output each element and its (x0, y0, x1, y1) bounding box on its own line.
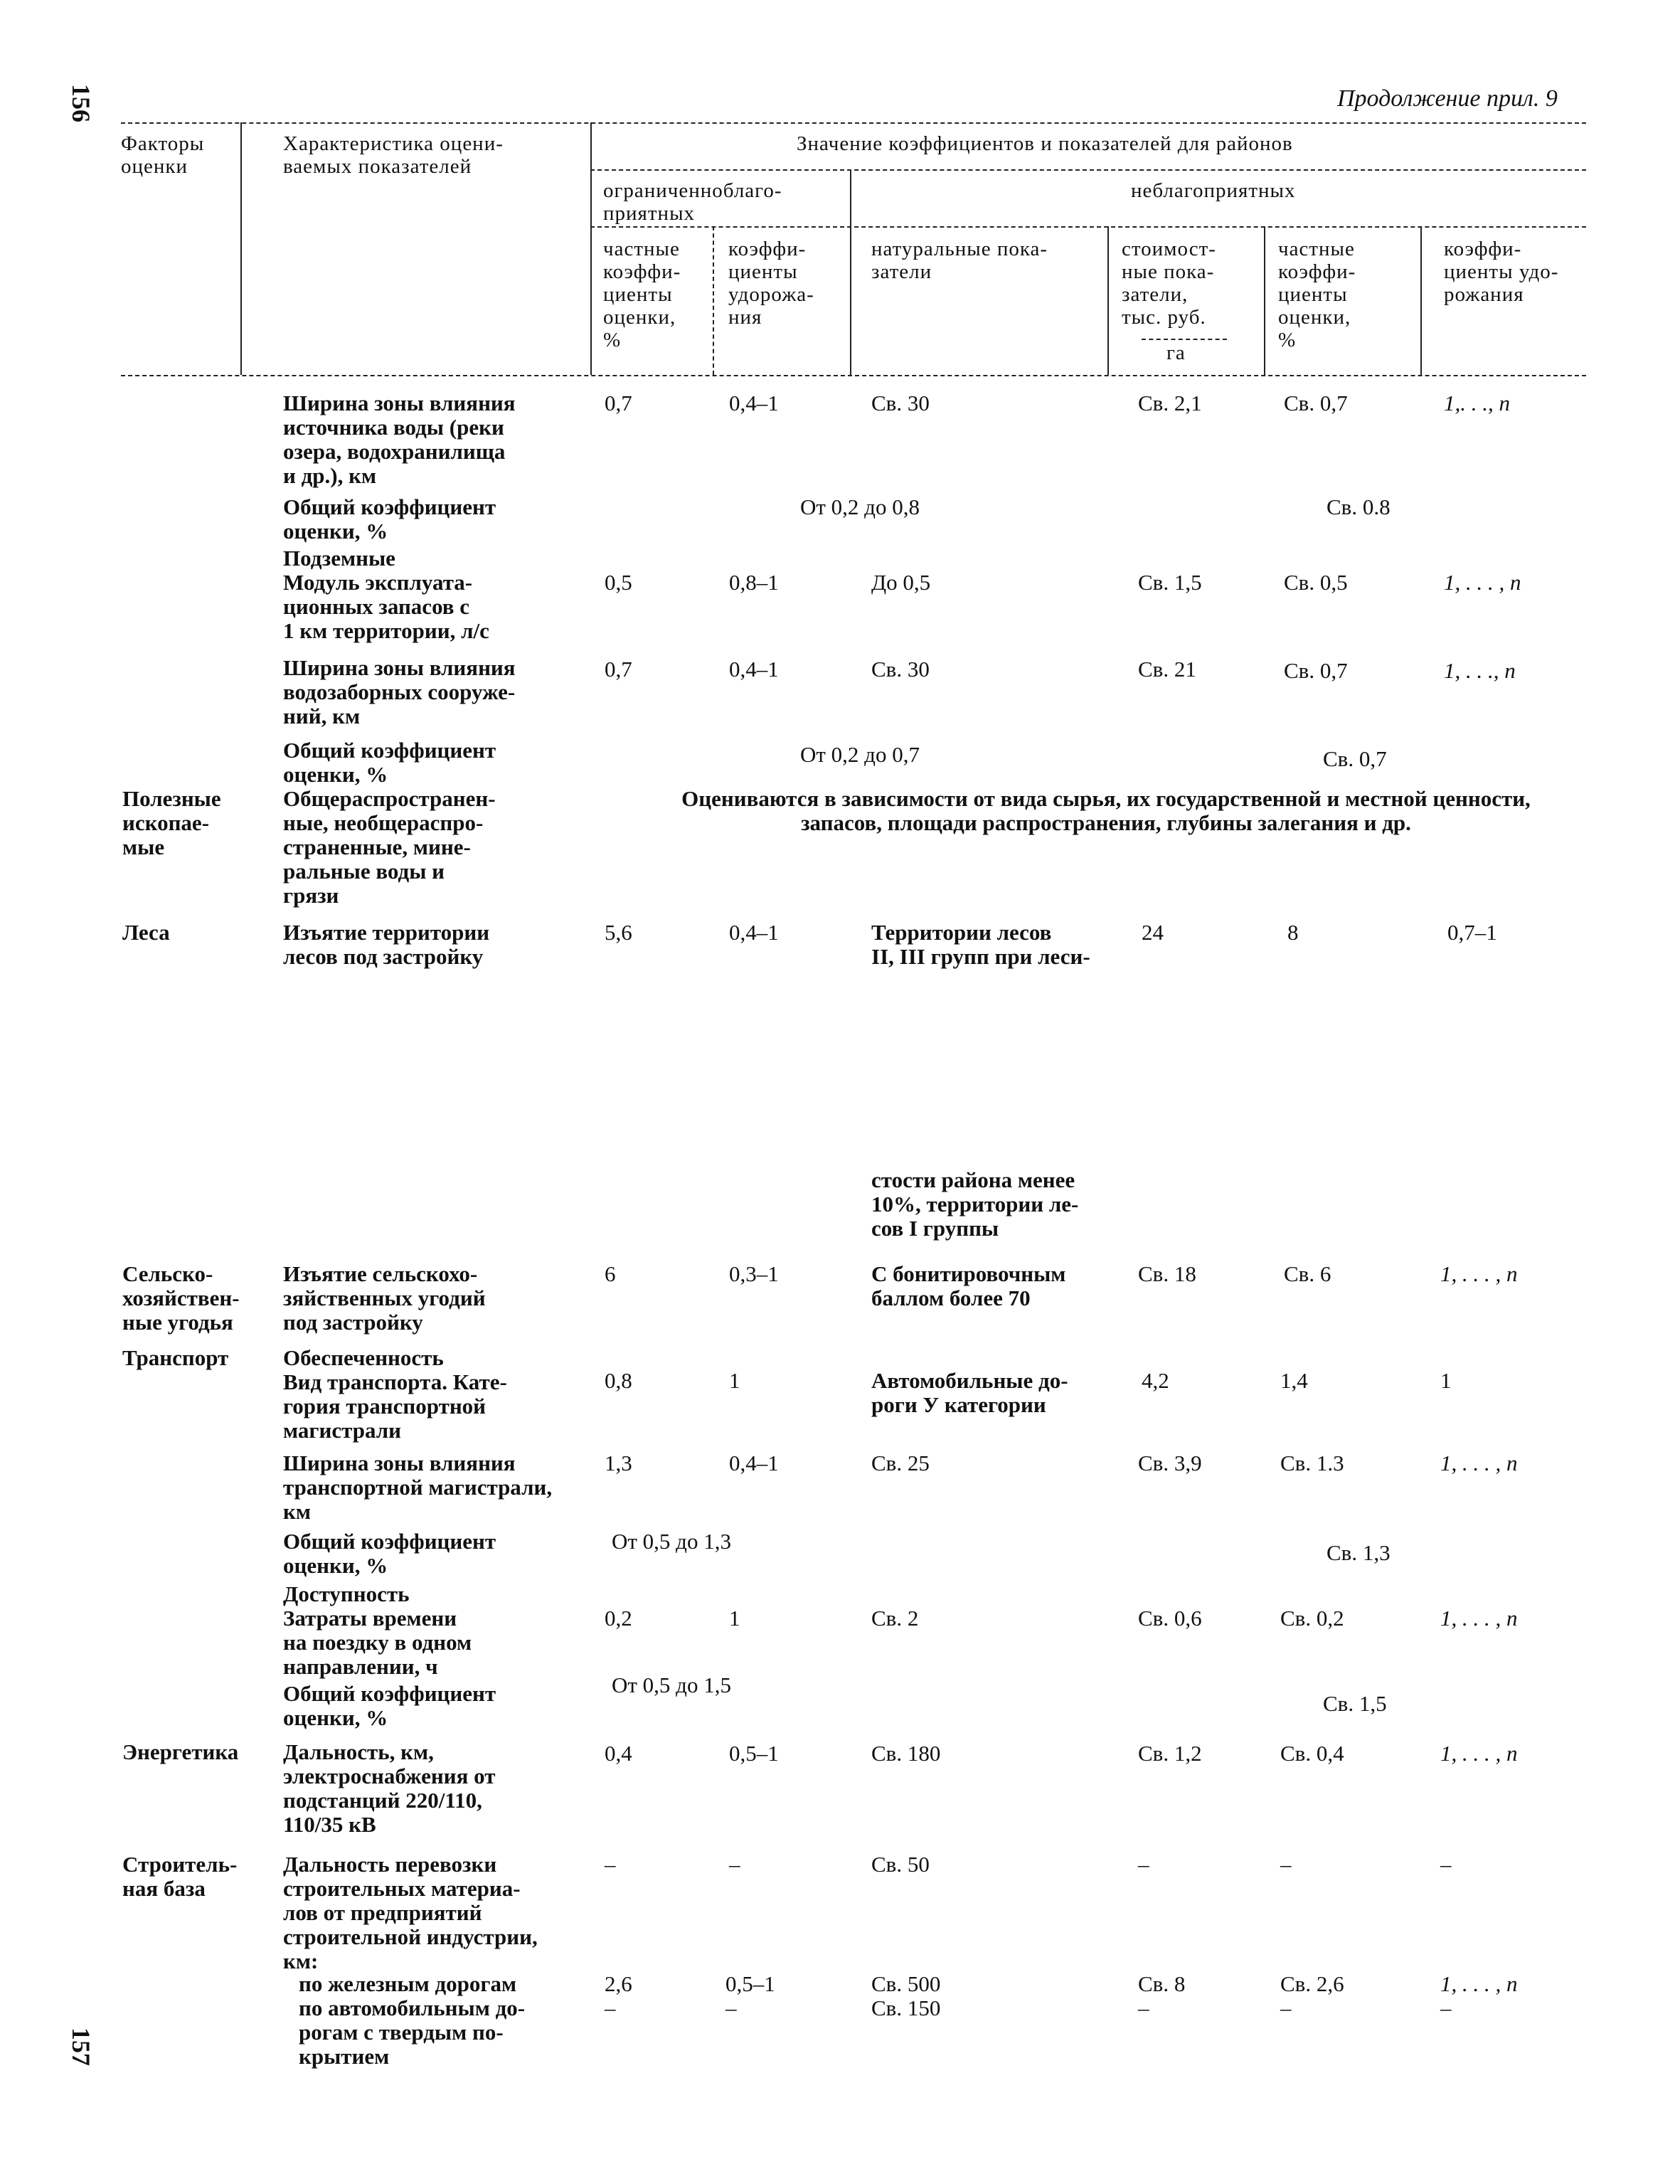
header-vline-1 (240, 122, 242, 375)
row-14-c3: Св. 180 (871, 1741, 941, 1766)
row-16-c5: Св. 2,6 – (1280, 1971, 1344, 2020)
continuation-label: Продолжение прил. 9 (1337, 85, 1558, 112)
row-13-span-b: Св. 1,5 (1323, 1691, 1387, 1716)
row-9-c6: 1 (1440, 1368, 1452, 1393)
row-1-span-b: Св. 0.8 (1327, 494, 1391, 519)
row-5-char: Общераспространен- ные, необщераспро- страненные, мине- ральные воды и грязи (283, 786, 496, 908)
row-15-c4: – (1138, 1852, 1149, 1877)
row-0-c3: Св. 30 (871, 391, 930, 415)
header-cost-coef-2: коэффи- циенты удо- рожания (1444, 238, 1559, 306)
row-12-c3: Св. 2 (871, 1606, 919, 1631)
row-6-c4: 24 (1142, 920, 1164, 945)
row-15-c5: – (1280, 1852, 1292, 1877)
header-bottom-line (121, 375, 1586, 376)
row-10-c6: 1, . . . , n (1440, 1451, 1518, 1475)
row-8-c5: Св. 6 (1284, 1261, 1331, 1286)
header-partial-coef-1: частные коэффи- циенты оценки, % (603, 238, 681, 351)
row-8-c3: С бонитировочным баллом более 70 (871, 1261, 1066, 1310)
row-11-char: Общий коэффициент оценки, % (283, 1529, 496, 1578)
row-14-c6: 1, . . . , n (1440, 1741, 1518, 1766)
header-group-limited: ограниченноблаго- приятных (603, 179, 782, 225)
row-9-c3: Автомобильные до- роги У категории (871, 1368, 1068, 1417)
row-6-c1: 5,6 (605, 920, 632, 945)
row-15-factor: Строитель- ная база (122, 1852, 238, 1901)
header-line-2 (590, 169, 1586, 171)
header-top-line (121, 122, 1586, 124)
row-15-c2: – (729, 1852, 740, 1877)
row-8-c1: 6 (605, 1261, 616, 1286)
row-2-c5: Св. 0,5 (1284, 570, 1348, 595)
row-2-c3: До 0,5 (871, 570, 931, 595)
row-10-c4: Св. 3,9 (1138, 1451, 1202, 1475)
row-16-c2: 0,5–1 – (725, 1971, 775, 2020)
row-10-c3: Св. 25 (871, 1451, 930, 1475)
row-4-span-b: Св. 0,7 (1323, 746, 1387, 771)
row-5-note: Оцениваются в зависимости от вида сырья, их государственной и местной ценности, запасов, площади распространения, глубины залегания и др. (681, 786, 1531, 835)
row-15-c6: – (1440, 1852, 1452, 1877)
row-16-c6: 1, . . . , n – (1440, 1971, 1518, 2020)
row-8-char: Изъятие сельскохо- зяйственных угодий под застройку (283, 1261, 486, 1335)
header-vline-2 (590, 122, 592, 375)
row-3-char: Ширина зоны влияния водозаборных сооруже- ний, км (283, 655, 516, 728)
row-16-c4: Св. 8 – (1138, 1971, 1186, 2020)
row-9-c1: 0,8 (605, 1368, 632, 1393)
row-6-c5: 8 (1287, 920, 1299, 945)
row-12-c2: 1 (729, 1606, 740, 1631)
row-0-c2: 0,4–1 (729, 391, 779, 415)
header-vline-6 (1264, 226, 1265, 375)
page-number-top: 156 (67, 84, 95, 122)
row-4-span-a: От 0,2 до 0,7 (800, 742, 920, 767)
row-14-char: Дальность, км, электроснабжения от подстанций 220/110, 110/35 кВ (283, 1739, 496, 1837)
header-partial-coef-2: частные коэффи- циенты оценки, % (1278, 238, 1356, 351)
row-9-char: Обеспеченность Вид транспорта. Кате- гория транспортной магистрали (283, 1345, 507, 1443)
row-11-span-b: Св. 1,3 (1327, 1540, 1391, 1565)
row-2-c4: Св. 1,5 (1138, 570, 1202, 595)
header-vline-7 (1420, 226, 1422, 375)
row-6-char: Изъятие территории лесов под застройку (283, 920, 490, 969)
row-6-c2: 0,4–1 (729, 920, 779, 945)
row-0-c5: Св. 0,7 (1284, 391, 1348, 415)
header-vline-4 (713, 226, 714, 375)
header-cost-indicators: стоимост- ные пока- затели, тыс. руб. (1122, 238, 1216, 329)
row-3-c4: Св. 21 (1138, 657, 1196, 682)
row-12-c1: 0,2 (605, 1606, 632, 1631)
row-14-c4: Св. 1,2 (1138, 1741, 1202, 1766)
row-4-char: Общий коэффициент оценки, % (283, 738, 496, 787)
row-13-char: Общий коэффициент оценки, % (283, 1681, 496, 1730)
row-6-c6: 0,7–1 (1447, 920, 1497, 945)
row-1-span-a: От 0,2 до 0,8 (800, 494, 920, 519)
row-10-c5: Св. 1.3 (1280, 1451, 1344, 1475)
row-12-c5: Св. 0,2 (1280, 1606, 1344, 1631)
row-3-c5: Св. 0,7 (1284, 658, 1348, 683)
row-0-c6: 1,. . ., n (1444, 391, 1510, 415)
row-14-factor: Энергетика (122, 1739, 239, 1764)
row-9-c4: 4,2 (1142, 1368, 1169, 1393)
row-15-char: Дальность перевозки строительных материа- лов от предприятий строительной индустрии, км: (283, 1852, 538, 1973)
row-2-c2: 0,8–1 (729, 570, 779, 595)
row-2-char: Подземные Модуль эксплуата- ционных запасов с 1 км территории, л/с (283, 546, 489, 643)
header-group-unfavorable: неблагоприятных (1131, 179, 1296, 202)
row-8-c6: 1, . . . , n (1440, 1261, 1518, 1286)
header-line-3 (590, 226, 1586, 228)
row-14-c1: 0,4 (605, 1741, 632, 1766)
row-7-c3: стости района менее 10%, территории ле- сов I группы (871, 1167, 1079, 1241)
row-9-c2: 1 (729, 1368, 740, 1393)
row-0-c1: 0,7 (605, 391, 632, 415)
row-3-c3: Св. 30 (871, 657, 930, 682)
row-12-c6: 1, . . . , n (1440, 1606, 1518, 1631)
row-5-factor: Полезные ископае- мые (122, 786, 221, 859)
row-3-c6: 1, . . ., n (1444, 658, 1516, 683)
row-9-c5: 1,4 (1280, 1368, 1308, 1393)
row-12-char: Доступность Затраты времени на поездку в одном направлении, ч (283, 1581, 472, 1679)
row-3-c1: 0,7 (605, 657, 632, 682)
row-3-c2: 0,4–1 (729, 657, 779, 682)
row-6-factor: Леса (122, 920, 170, 945)
header-natural-indicators: натуральные пока- затели (871, 238, 1048, 283)
header-cost-indicators-unit: га (1166, 341, 1186, 364)
row-10-c2: 0,4–1 (729, 1451, 779, 1475)
row-1-char: Общий коэффициент оценки, % (283, 494, 496, 544)
row-14-c2: 0,5–1 (729, 1741, 779, 1766)
row-10-c1: 1,3 (605, 1451, 632, 1475)
header-values: Значение коэффициентов и показателей для районов (797, 132, 1293, 155)
row-11-span-a: От 0,5 до 1,3 (612, 1529, 731, 1554)
row-13-span-a: От 0,5 до 1,5 (612, 1673, 731, 1697)
header-vline-5 (1107, 226, 1109, 375)
row-0-char: Ширина зоны влияния источника воды (реки озера, водохранилища и др.), км (283, 391, 516, 488)
header-cost-coef-1: коэффи- циенты удорожа- ния (728, 238, 814, 329)
row-8-factor: Сельско- хозяйствен- ные угодья (122, 1261, 240, 1335)
row-15-c3: Св. 50 (871, 1852, 930, 1877)
row-9-factor: Транспорт (122, 1345, 229, 1370)
row-10-char: Ширина зоны влияния транспортной магистрали, км (283, 1451, 553, 1524)
row-0-c4: Св. 2,1 (1138, 391, 1202, 415)
row-15-c1: – (605, 1852, 616, 1877)
row-16-char: по железным дорогам по автомобильным до- рогам с твердым по- крытием (299, 1971, 526, 2069)
row-14-c5: Св. 0,4 (1280, 1741, 1344, 1766)
row-8-c4: Св. 18 (1138, 1261, 1196, 1286)
header-cost-fraction-line (1142, 339, 1227, 340)
row-2-c6: 1, . . . , n (1444, 570, 1521, 595)
row-2-c1: 0,5 (605, 570, 632, 595)
header-factors: Факторы оценки (121, 132, 205, 178)
row-16-c3: Св. 500 Св. 150 (871, 1971, 941, 2020)
header-characteristics: Характеристика оцени- ваемых показателей (283, 132, 504, 178)
row-16-c1: 2,6 – (605, 1971, 632, 2020)
row-6-c3: Территории лесов II, III групп при леси- (871, 920, 1090, 969)
row-12-c4: Св. 0,6 (1138, 1606, 1202, 1631)
header-vline-3 (850, 169, 851, 375)
page-number-bottom: 157 (67, 2027, 95, 2066)
row-8-c2: 0,3–1 (729, 1261, 779, 1286)
